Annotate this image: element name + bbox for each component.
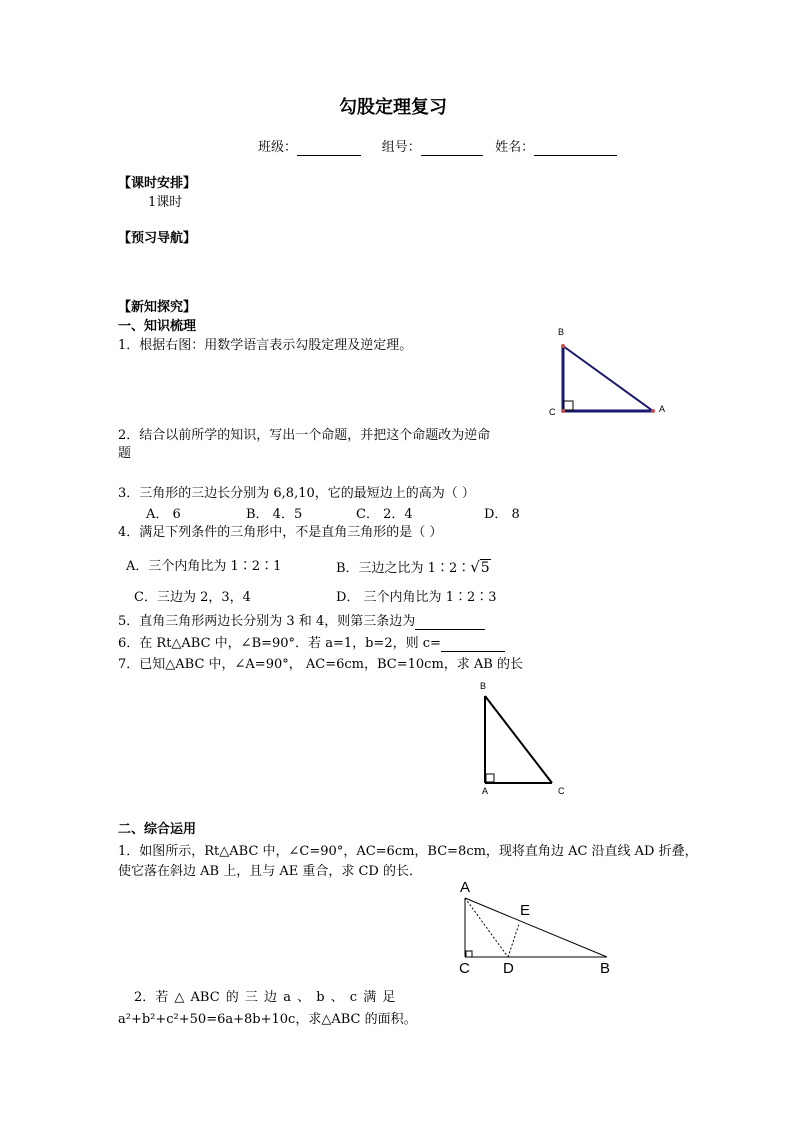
sqrt-symbol: √5: [470, 558, 490, 576]
fig3-label-e: E: [520, 902, 531, 919]
fig3-label-b: B: [600, 960, 611, 977]
fig2-right-angle-mark: [486, 774, 494, 782]
part2-heading: 二、综合运用: [118, 822, 197, 837]
fig1-vertex-a: [651, 409, 655, 413]
group-label: 组号：: [381, 140, 421, 155]
question-6-text: 6．在 Rt△ABC 中，∠B=90°．若 a=1，b=2，则 c=: [118, 636, 441, 651]
fig3-right-angle-mark: [466, 951, 472, 957]
fig1-label-c: C: [549, 407, 556, 417]
class-blank[interactable]: [297, 141, 361, 156]
fig2-label-b: B: [480, 681, 487, 691]
name-label: 姓名：: [495, 140, 535, 155]
schedule-value: 1课时: [148, 195, 183, 210]
problem-1-line2: 使它落在斜边 AB 上，且与 AE 重合，求 CD 的长．: [118, 864, 422, 879]
part1-heading: 一、知识梳理: [118, 319, 197, 334]
figure-1-right-triangle: [548, 326, 678, 422]
q4-option-b-text: B．三边之比为 1∶2∶: [336, 561, 471, 576]
q4-option-a: A．三个内角比为 1∶2∶1: [126, 559, 282, 574]
preview-heading: 【预习导航】: [118, 231, 197, 246]
question-5-text: 5．直角三角形两边长分别为 3 和 4，则第三条边为: [118, 614, 416, 629]
fig1-label-b: B: [558, 327, 565, 337]
question-5: [118, 614, 485, 630]
fig1-side-ab: [563, 346, 653, 411]
explore-heading: 【新知探究】: [118, 300, 197, 315]
question-1: 1．根据右图：用数学语言表示勾股定理及逆定理。: [118, 338, 413, 353]
q4-option-d: D． 三个内角比为 1∶2∶3: [336, 590, 497, 605]
fig2-side-bc: [485, 696, 552, 783]
q3-option-d: D． 8: [484, 507, 520, 522]
fig3-label-d: D: [503, 960, 514, 977]
fig2-label-a: A: [482, 786, 489, 796]
q4-option-b: [336, 559, 491, 577]
problem-2-line1: 2．若 △ ABC 的 三 边 a 、 b 、 c 满 足: [134, 990, 396, 1005]
q6-answer-blank[interactable]: [441, 637, 505, 652]
fig2-label-c: C: [558, 786, 565, 796]
q5-answer-blank[interactable]: [415, 615, 485, 630]
question-4: 4．满足下列条件的三角形中，不是直角三角形的是（ ）: [118, 525, 443, 540]
sqrt-radicand: 5: [480, 560, 490, 576]
question-3: 3．三角形的三边长分别为 6,8,10，它的最短边上的高为（ ）: [118, 486, 475, 501]
figure-3-fold-triangle: [455, 876, 625, 980]
question-2-line2: 题: [118, 446, 132, 461]
q3-option-c: C． 2．4: [356, 507, 413, 522]
question-6: [118, 636, 505, 652]
name-blank[interactable]: [534, 141, 617, 156]
fig1-right-angle-mark: [564, 401, 573, 410]
fig1-label-a: A: [659, 404, 666, 414]
q3-option-b: B． 4．5: [246, 507, 303, 522]
class-label: 班级：: [258, 140, 298, 155]
group-blank[interactable]: [421, 141, 483, 156]
question-7: 7．已知△ABC 中，∠A=90°， AC=6cm，BC=10cm，求 AB 的长: [118, 657, 523, 672]
schedule-heading: 【课时安排】: [118, 176, 197, 191]
q3-option-a: A． 6: [146, 507, 181, 522]
fig3-label-c: C: [459, 960, 470, 977]
problem-2-line2: a²+b²+c²+50=6a+8b+10c，求△ABC 的面积。: [118, 1012, 417, 1027]
figure-2-right-triangle: [476, 680, 576, 798]
page-title: 勾股定理复习: [339, 97, 447, 118]
fig1-vertex-b: [561, 344, 565, 348]
fig3-label-a: A: [460, 879, 471, 896]
q4-option-c: C．三边为 2，3，4: [134, 590, 251, 605]
problem-1-line1: 1．如图所示，Rt△ABC 中，∠C=90°，AC=6cm，BC=8cm，现将直角边 AC 沿直线 AD 折叠，: [118, 844, 698, 859]
header-info: [258, 140, 617, 156]
fig3-segment-de: [508, 924, 519, 957]
fig1-vertex-c: [561, 409, 565, 413]
question-2-line1: 2．结合以前所学的知识，写出一个命题，并把这个命题改为逆命: [118, 428, 491, 443]
